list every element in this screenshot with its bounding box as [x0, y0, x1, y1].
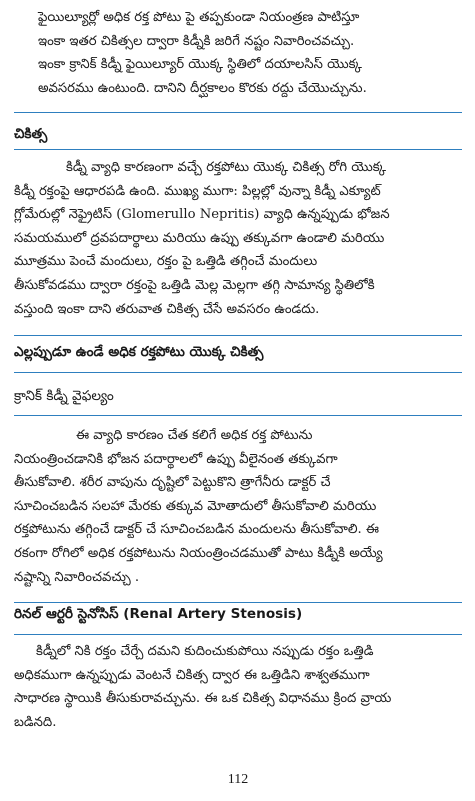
section-divider: [14, 372, 462, 373]
section-divider: [14, 415, 462, 416]
section-heading: రినల్ ఆర్టరీ స్టెనోసిస్ (Renal Artery Stenosis): [14, 606, 303, 622]
page-number: 112: [227, 772, 249, 787]
section-divider: [14, 602, 462, 603]
paragraph-line: కిడ్నీ వ్యాధి కారణంగా వచ్చే రక్తపోటు యొక్క చికిత్స రోగి యొక్క: [66, 160, 386, 175]
paragraph-line: కిడ్నీలో నికి రక్తం చేర్చే దమని కుదించుకుపోయి నప్పుడు రక్తం ఒత్తిడి: [36, 644, 374, 659]
section-heading: క్రానిక్ కిడ్నీ వైఫల్యం: [14, 388, 114, 404]
paragraph-line: ఈ వ్యాధి కారణం చేత కలిగే అధిక రక్త పోటును: [76, 428, 313, 443]
paragraph-line: తీసుకోవాలి. శరీర వాపును దృష్టిలో పెట్టుకొని త్రాగేనీరు డాక్టర్ చే: [14, 475, 331, 491]
intro-paragraph: [14, 6, 462, 100]
section-divider: [14, 634, 462, 635]
paragraph-line: కిడ్నీ రక్తంపై ఆధారపడి ఉంది. ముఖ్య ముగా: పిల్లల్లో వున్నా కిడ్నీ ఎక్యూట్: [14, 183, 381, 199]
intro-line: ఇంకా క్రానిక్ కిడ్నీ ఫైయిల్యూర్ యొక్క స్థితిలో దయాలసిస్ యొక్క: [38, 57, 362, 73]
intro-line: అవసరము ఉంటుంది. దానిని దీర్ఘకాలం కొరకు రద్దు చేయొచ్చును.: [38, 80, 367, 96]
paragraph-line: రక్తపోటును తగ్గించే డాక్టర్ చే సూచించబడిన మందులను తీసుకోవాలి. ఈ: [14, 522, 380, 538]
document-page: [14, 6, 462, 796]
paragraph-line: సమయములో ద్రవపదార్థాలు మరియు ఉప్పు తక్కువగా ఉండాలి మరియు: [14, 230, 385, 246]
section-heading: చికిత్స: [14, 126, 48, 142]
section-heading: ఎల్లప్పుడూ ఉండే అధిక రక్తపోటు యొక్క చికిత్స: [14, 344, 264, 360]
section-divider: [14, 335, 462, 336]
treatment-paragraph: [14, 156, 462, 321]
persistent-bp-section: [14, 344, 462, 363]
section-divider: [14, 149, 462, 150]
paragraph-line: రకంగా రోగిలో అధిక రక్తపోటును నియంత్రించడముతో పాటు కిడ్నీకి అయ్యే: [14, 545, 383, 561]
paragraph-line: నష్టాన్ని నివారించవచ్చు .: [14, 569, 140, 585]
paragraph-line: వస్తుంది ఇంకా దాని తరువాత చికిత్స చేసే అవసరం ఉండదు.: [14, 301, 320, 317]
chronic-section: [14, 388, 462, 407]
intro-line: ఇంకా ఇతర చికిత్సల ద్వారా కిడ్నీకి జరిగే నష్టం నివారించవచ్చు.: [38, 33, 355, 49]
paragraph-line: తీసుకోవడము ద్వారా రక్తంపై ఒత్తిడి మెల్ల మెల్లగా తగ్గి సామాన్య స్థితిలోకి: [14, 277, 375, 293]
paragraph-line: నియంత్రించడానికి భోజన పదార్థాలలో ఉప్పు వీలైనంత తక్కువగా: [14, 451, 338, 467]
paragraph-line: గ్లోమేరుల్లో నెఫ్రైటిస్ (Glomerullo Nepritis) వ్యాధి ఉన్నప్పుడు భోజన: [14, 207, 390, 223]
renal-paragraph: [14, 640, 462, 734]
paragraph-line: మూత్రము పెంచే మందులు, రక్తం పై ఒత్తిడి తగ్గించే మందులు: [14, 254, 318, 270]
paragraph-line: సాధారణ స్థాయికి తీసుకురావచ్చును. ఈ ఒక చికిత్స విధానము క్రింద వ్రాయ: [14, 691, 392, 707]
renal-section: [14, 606, 462, 625]
section-divider: [14, 112, 462, 113]
treatment-section: [14, 126, 462, 145]
paragraph-line: సూచించబడిన సలహా మేరకు తక్కువ మోతాదులో తీసుకోవాలి మరియు: [14, 498, 377, 514]
paragraph-line: బడినది.: [14, 714, 57, 730]
paragraph-line: అధికముగా ఉన్నప్పుడు వెంటనే చికిత్స ద్వార ఈ ఒత్తిడిని శాశ్వతముగా: [14, 667, 370, 683]
chronic-paragraph: [14, 424, 462, 589]
intro-line: ఫైయిల్యూర్లో అధిక రక్త పోటు పై తప్పకుండా నియంత్రణ పాటిస్తూ: [38, 10, 360, 25]
